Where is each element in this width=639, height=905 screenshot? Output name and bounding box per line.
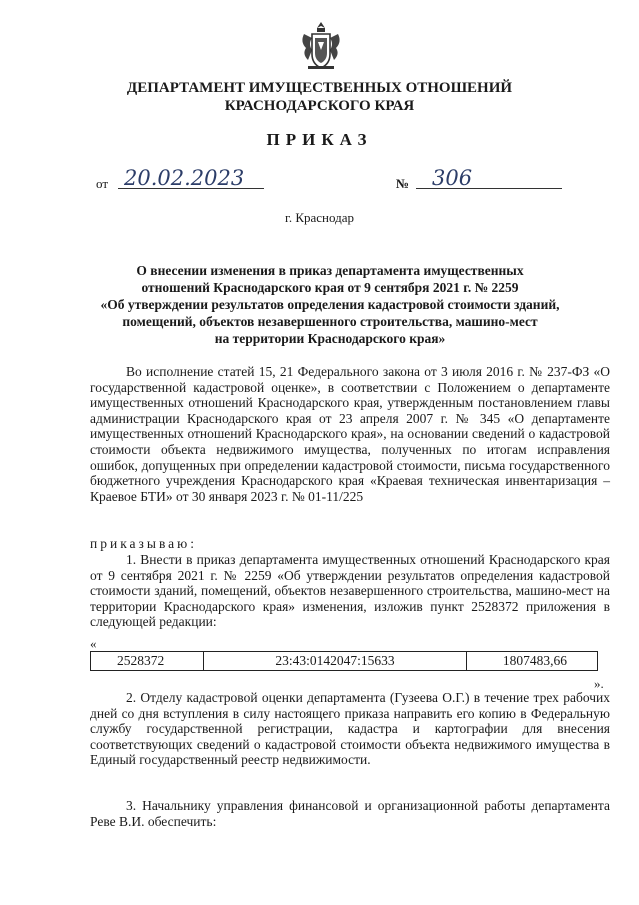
date-number-row: [96, 166, 556, 192]
cadastral-record-table: [90, 651, 598, 671]
handwritten-date: 20.02.2023: [118, 166, 264, 189]
cadastral-number-cell: 23:43:0142047:15633: [204, 652, 467, 671]
cadastral-value-cell: 1807483,66: [467, 652, 598, 671]
item-3-paragraph: 3. Начальнику управления финансовой и организационной работы департамента Реве В.И. обеспечить:: [90, 798, 610, 829]
item-1-paragraph: 1. Внести в приказ департамента имущественных отношений Краснодарского края от 9 сентября 2021 г. № 2259 «Об утверждении результатов определения кадастровой стоимости зданий, помещений, объектов незавершенного строительства, машино-мест на территории Краснодарского края» изменения, изложив пункт 2528372 приложения в следующей редакции:: [90, 552, 610, 630]
quote-open: «: [90, 636, 97, 651]
department-name-line1: ДЕПАРТАМЕНТ ИМУЩЕСТВЕННЫХ ОТНОШЕНИЙ: [126, 80, 513, 96]
coat-of-arms-emblem: [298, 20, 344, 72]
subject-line: помещений, объектов незавершенного строительства, машино-мест: [122, 314, 538, 329]
quote-close: ».: [594, 676, 604, 691]
order-word: приказываю:: [90, 536, 197, 551]
table-row: [91, 652, 598, 671]
handwritten-number: 306: [416, 166, 562, 189]
preamble-paragraph: Во исполнение статей 15, 21 Федерального закона от 3 июля 2016 г. № 237-ФЗ «О государственной кадастровой оценке», в соответствии с Положением о департаменте имущественных отношений Краснодарского края, утвержденным постановлением главы администрации Краснодарского края от 23 апреля 2007 г. № 345 «О департаменте имущественных отношений Краснодарского края», на основании сведений о кадастровой стоимости объекта недвижимого имущества, полученных по итогам исправления ошибок, допущенных при определении кадастровой стоимости, письма государственного бюджетного учреждения Краснодарского края «Краевая техническая инвентаризация – Краевое БТИ» от 30 января 2023 г. № 01-11/225: [90, 364, 610, 504]
subject-line: на территории Краснодарского края»: [214, 331, 446, 346]
subject-line: отношений Краснодарского края от 9 сентября 2021 г. № 2259: [141, 280, 519, 295]
department-name-line2: КРАСНОДАРСКОГО КРАЯ: [224, 98, 415, 114]
order-subject: [80, 262, 580, 347]
item-number-cell: 2528372: [91, 652, 204, 671]
document-type-title: ПРИКАЗ: [266, 130, 373, 149]
date-prefix: от: [96, 176, 109, 191]
city: г. Краснодар: [284, 210, 355, 225]
subject-line: «Об утверждении результатов определения кадастровой стоимости зданий,: [100, 297, 560, 312]
item-2-paragraph: 2. Отделу кадастровой оценки департамента (Гузеева О.Г.) в течение трех рабочих дней со дня вступления в силу настоящего приказа направить его копию в Федеральную службу государственной регистрации, кадастра и картографии для внесения соответствующих сведений о кадастровой стоимости объекта недвижимого имущества в Единый государственный реестр недвижимости.: [90, 690, 610, 768]
subject-line: О внесении изменения в приказ департамента имущественных: [136, 263, 524, 278]
number-prefix: №: [396, 176, 410, 191]
